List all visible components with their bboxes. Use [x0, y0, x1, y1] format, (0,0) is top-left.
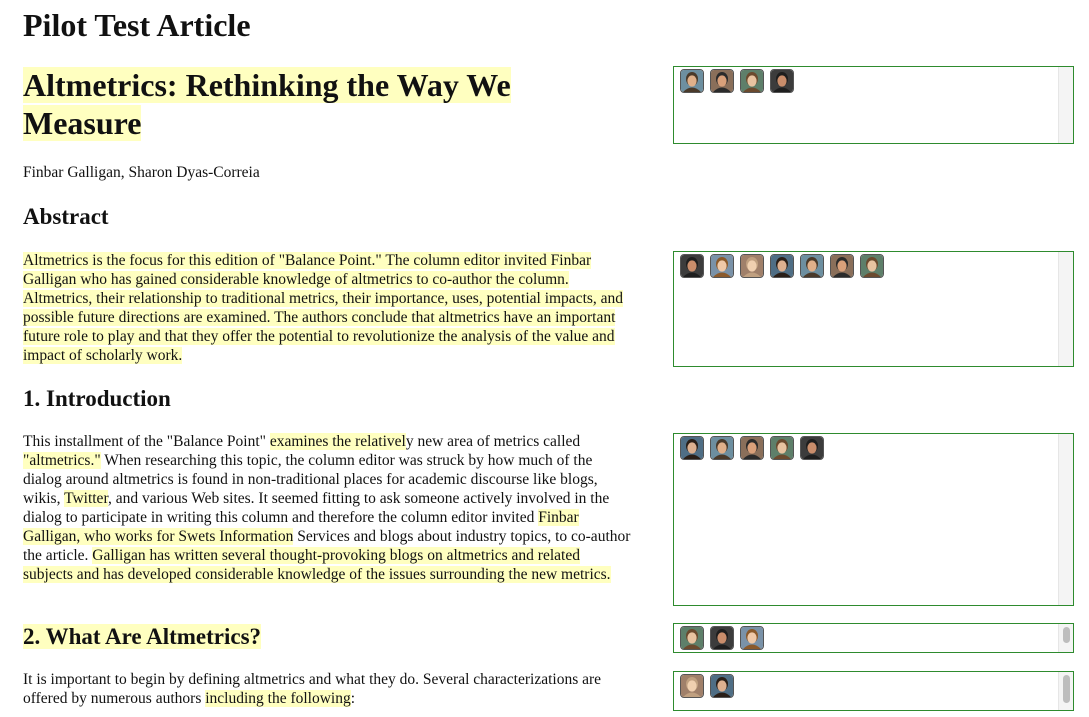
avatar-row	[680, 436, 824, 460]
scroll-thumb[interactable]	[1063, 627, 1070, 643]
user-avatar-icon[interactable]	[710, 69, 734, 93]
user-avatar-icon[interactable]	[680, 254, 704, 278]
what-are-segment: It is important to begin by defining altmetrics and what they do. Several characterizations are offered by numerous authors	[23, 671, 602, 707]
intro-segment: Twitter	[64, 490, 108, 507]
article-title	[23, 66, 543, 142]
annotation-panel[interactable]	[673, 671, 1074, 711]
user-avatar-icon[interactable]	[800, 436, 824, 460]
user-avatar-icon[interactable]	[680, 436, 704, 460]
panel-scrollbar[interactable]	[1058, 434, 1073, 605]
avatar-row	[680, 254, 884, 278]
user-avatar-icon[interactable]	[680, 69, 704, 93]
abstract-text	[23, 251, 633, 365]
user-avatar-icon[interactable]	[740, 69, 764, 93]
abstract-highlight: Altmetrics is the focus for this edition of "Balance Point." The column editor invited Finbar Galligan who has gained considerable knowledge of altmetrics to co-author the column. Altmetrics, their relationship to traditional metrics, their importance, uses, potential impacts, and possible future directions are examined. The authors conclude that altmetrics have an important future role to play and that they offer the potential to revolutionize the analysis of the value and impact of scholarly work.	[23, 252, 624, 364]
intro-segment: "altmetrics."	[23, 452, 101, 469]
introduction-heading: 1. Introduction	[23, 386, 171, 411]
avatar-row	[680, 69, 794, 93]
authors: Finbar Galligan, Sharon Dyas-Correia	[23, 164, 260, 181]
user-avatar-icon[interactable]	[770, 436, 794, 460]
intro-segment: This installment of the "Balance Point"	[23, 433, 270, 450]
user-avatar-icon[interactable]	[740, 254, 764, 278]
intro-segment: Galligan has written several thought-provoking blogs on altmetrics and related subjects and has developed considerable knowledge of the issues surrounding the new metrics.	[23, 547, 611, 583]
user-avatar-icon[interactable]	[800, 254, 824, 278]
intro-segment: Services and blogs about industry topics, to co-author the article.	[23, 528, 631, 564]
intro-segment: When researching this topic, the column editor was struck by how much of the dialog around altmetrics is found in non-traditional places for academic discourse like blogs, wikis,	[23, 452, 598, 507]
scroll-thumb[interactable]	[1063, 675, 1070, 703]
abstract-heading: Abstract	[23, 204, 109, 229]
user-avatar-icon[interactable]	[710, 674, 734, 698]
panel-scrollbar[interactable]	[1058, 67, 1073, 143]
annotation-panel[interactable]	[673, 251, 1074, 367]
article-title-text: Altmetrics: Rethinking the Way We Measure	[23, 67, 511, 141]
user-avatar-icon[interactable]	[680, 626, 704, 650]
what-are-segment: including the following	[205, 690, 351, 707]
panel-scrollbar[interactable]	[1058, 624, 1073, 652]
avatar-row	[680, 626, 764, 650]
what-are-altmetrics-heading	[23, 623, 261, 651]
panel-scrollbar[interactable]	[1058, 672, 1073, 710]
intro-segment: examines the relativel	[269, 433, 406, 450]
introduction-text	[23, 432, 633, 584]
user-avatar-icon[interactable]	[770, 69, 794, 93]
intro-segment: y new area of metrics called	[405, 433, 581, 450]
intro-segment: , and various Web sites. It seemed fitting to ask someone actively involved in the dialog to participate in writing this column and therefore the column editor invited	[23, 490, 610, 526]
user-avatar-icon[interactable]	[710, 436, 734, 460]
user-avatar-icon[interactable]	[740, 626, 764, 650]
what-are-text	[23, 670, 633, 708]
user-avatar-icon[interactable]	[680, 674, 704, 698]
user-avatar-icon[interactable]	[710, 254, 734, 278]
annotation-panel[interactable]	[673, 433, 1074, 606]
annotation-panel[interactable]	[673, 623, 1074, 653]
panel-scrollbar[interactable]	[1058, 252, 1073, 366]
annotation-panel[interactable]	[673, 66, 1074, 144]
user-avatar-icon[interactable]	[740, 436, 764, 460]
avatar-row	[680, 674, 734, 698]
intro-segment: Finbar Galligan, who works for Swets Information	[23, 509, 579, 545]
what-are-segment: :	[350, 690, 356, 707]
user-avatar-icon[interactable]	[860, 254, 884, 278]
what-are-heading-text: 2. What Are Altmetrics?	[23, 624, 262, 649]
user-avatar-icon[interactable]	[830, 254, 854, 278]
user-avatar-icon[interactable]	[770, 254, 794, 278]
page-title: Pilot Test Article	[23, 7, 251, 43]
user-avatar-icon[interactable]	[710, 626, 734, 650]
